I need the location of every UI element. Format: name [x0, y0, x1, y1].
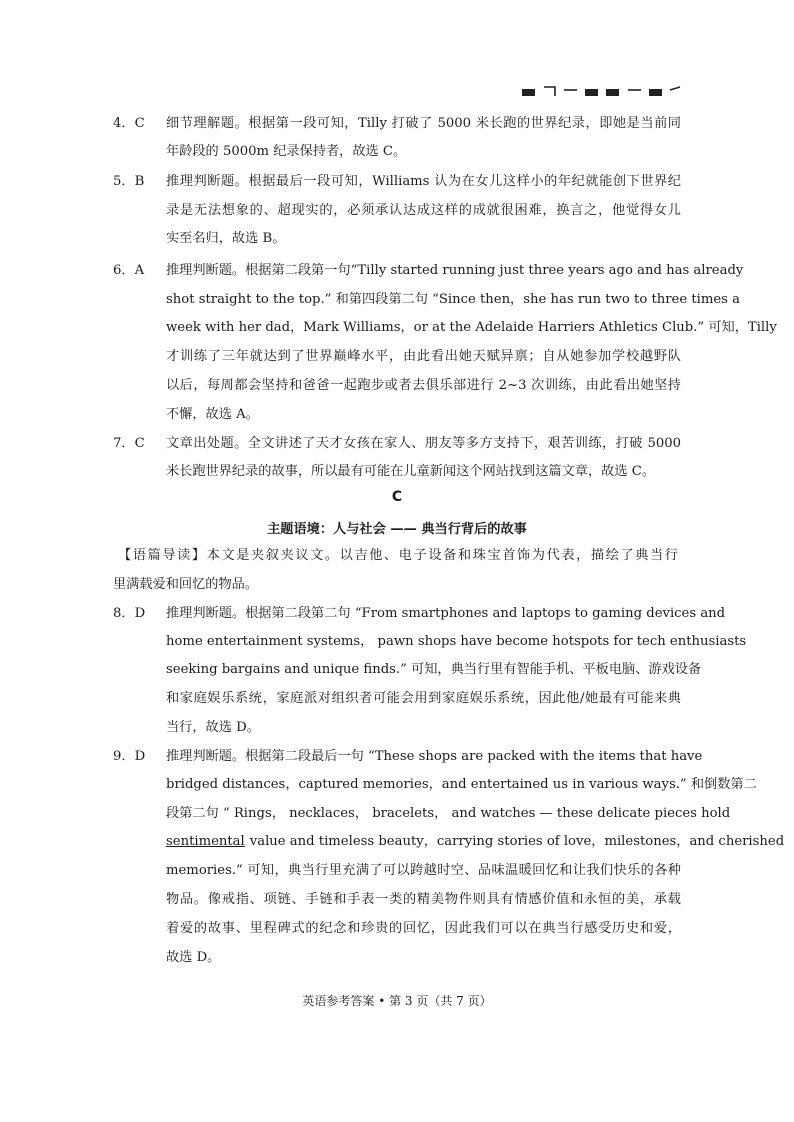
answer-text-line: memories.” 可知，典当行里充满了可以跨越时空、品味温暖回忆和让我们快乐的各种: [166, 863, 681, 878]
answer-text-line: seeking bargains and unique finds.” 可知，典当行里有智能手机、平板电脑、游戏设备: [166, 662, 702, 677]
answer-text-line: home entertainment systems， pawn shops have become hotspots for tech enthusiasts: [166, 634, 747, 649]
header-decoration: [522, 86, 682, 98]
answer-number: 4．C: [113, 116, 145, 131]
answer-text-segment: value and timeless beauty，carrying stories of love，milestones，and cherished: [249, 834, 785, 849]
answer-text-line: 录是无法想象的、超现实的，必须承认达成这样的成就很困难，换言之，他觉得女儿: [166, 203, 681, 218]
answer-text-line: shot straight to the top.” 和第四段第二句 “Since then，she has run two to three times a: [166, 292, 740, 307]
answer-text-line: 段第二句 “ Rings， necklaces， bracelets， and watches — these delicate pieces hold: [166, 806, 731, 821]
answer-text-line: 推理判断题。根据最后一段可知，Williams 认为在女儿这样小的年纪就能创下世界纪: [166, 174, 681, 189]
answer-text-line: 米长跑世界纪录的故事，所以最有可能在儿童新闻这个网站找到这篇文章，故选 C。: [166, 464, 656, 479]
answer-number: 6．A: [113, 263, 145, 278]
answer-text-line: 年龄段的 5000m 纪录保持者，故选 C。: [166, 144, 407, 159]
page-footer: 英语参考答案 • 第 3 页（共 7 页）: [302, 994, 492, 1008]
answer-text-line: 当行，故选 D。: [166, 720, 260, 735]
answer-number: 9．D: [113, 749, 146, 764]
header-marks-icon: [522, 86, 682, 98]
answer-text-line: 推理判断题。根据第二段第二句 “From smartphones and laptops to gaming devices and: [166, 606, 726, 621]
answer-text-line: 才训练了三年就达到了世界巅峰水平，由此看出她天赋异禀；自从她参加学校越野队: [166, 349, 681, 364]
answer-text-line: 和家庭娱乐系统，家庭派对组织者可能会用到家庭娱乐系统，因此他/她最有可能来典: [166, 691, 681, 706]
answer-text-line: bridged distances，captured memories，and entertained us in various ways.” 和倒数第二: [166, 777, 757, 792]
answer-text-line: 不懈，故选 A。: [166, 407, 259, 422]
answer-text-line: 细节理解题。根据第一段可知，Tilly 打破了 5000 米长跑的世界纪录，即她是当前同: [166, 116, 681, 131]
answer-text-line: 着爱的故事、里程碑式的纪念和珍贵的回忆，因此我们可以在典当行感受历史和爱，: [166, 921, 681, 936]
answer-number: 7．C: [113, 436, 145, 451]
answer-text-line: week with her dad，Mark Williams，or at the Adelaide Harriers Athletics Club.” 可知，Tilly: [166, 320, 777, 335]
reading-guide: 【语篇导读】本文是夹叙夹议文。以吉他、电子设备和珠宝首饰为代表，描绘了典当行: [118, 548, 678, 563]
answer-text-line: 推理判断题。根据第二段第一句“Tilly started running just three years ago and has already: [166, 263, 744, 278]
underlined-word: sentimental: [166, 834, 245, 849]
answer-text-line: 物品。像戒指、项链、手链和手表一类的精美物件则具有情感价值和永恒的美，承载: [166, 892, 681, 907]
section-theme: 主题语境：人与社会 —— 典当行背后的故事: [267, 522, 527, 537]
section-letter: C: [391, 489, 403, 505]
answer-number: 5．B: [113, 174, 145, 189]
answer-text-line: 实至名归，故选 B。: [166, 231, 286, 246]
answer-text-line: 故选 D。: [166, 950, 221, 965]
answer-number: 8．D: [113, 606, 146, 621]
answer-text-line: 推理判断题。根据第二段最后一句 “These shops are packed with the items that have: [166, 749, 703, 764]
answer-text-line: [166, 832, 785, 852]
reading-guide: 里满载爱和回忆的物品。: [113, 577, 259, 592]
answer-text-line: 以后，每周都会坚持和爸爸一起跑步或者去俱乐部进行 2~3 次训练，由此看出她坚持: [166, 378, 681, 393]
answer-text-line: 文章出处题。全文讲述了天才女孩在家人、朋友等多方支持下，艰苦训练，打破 5000: [166, 436, 681, 451]
